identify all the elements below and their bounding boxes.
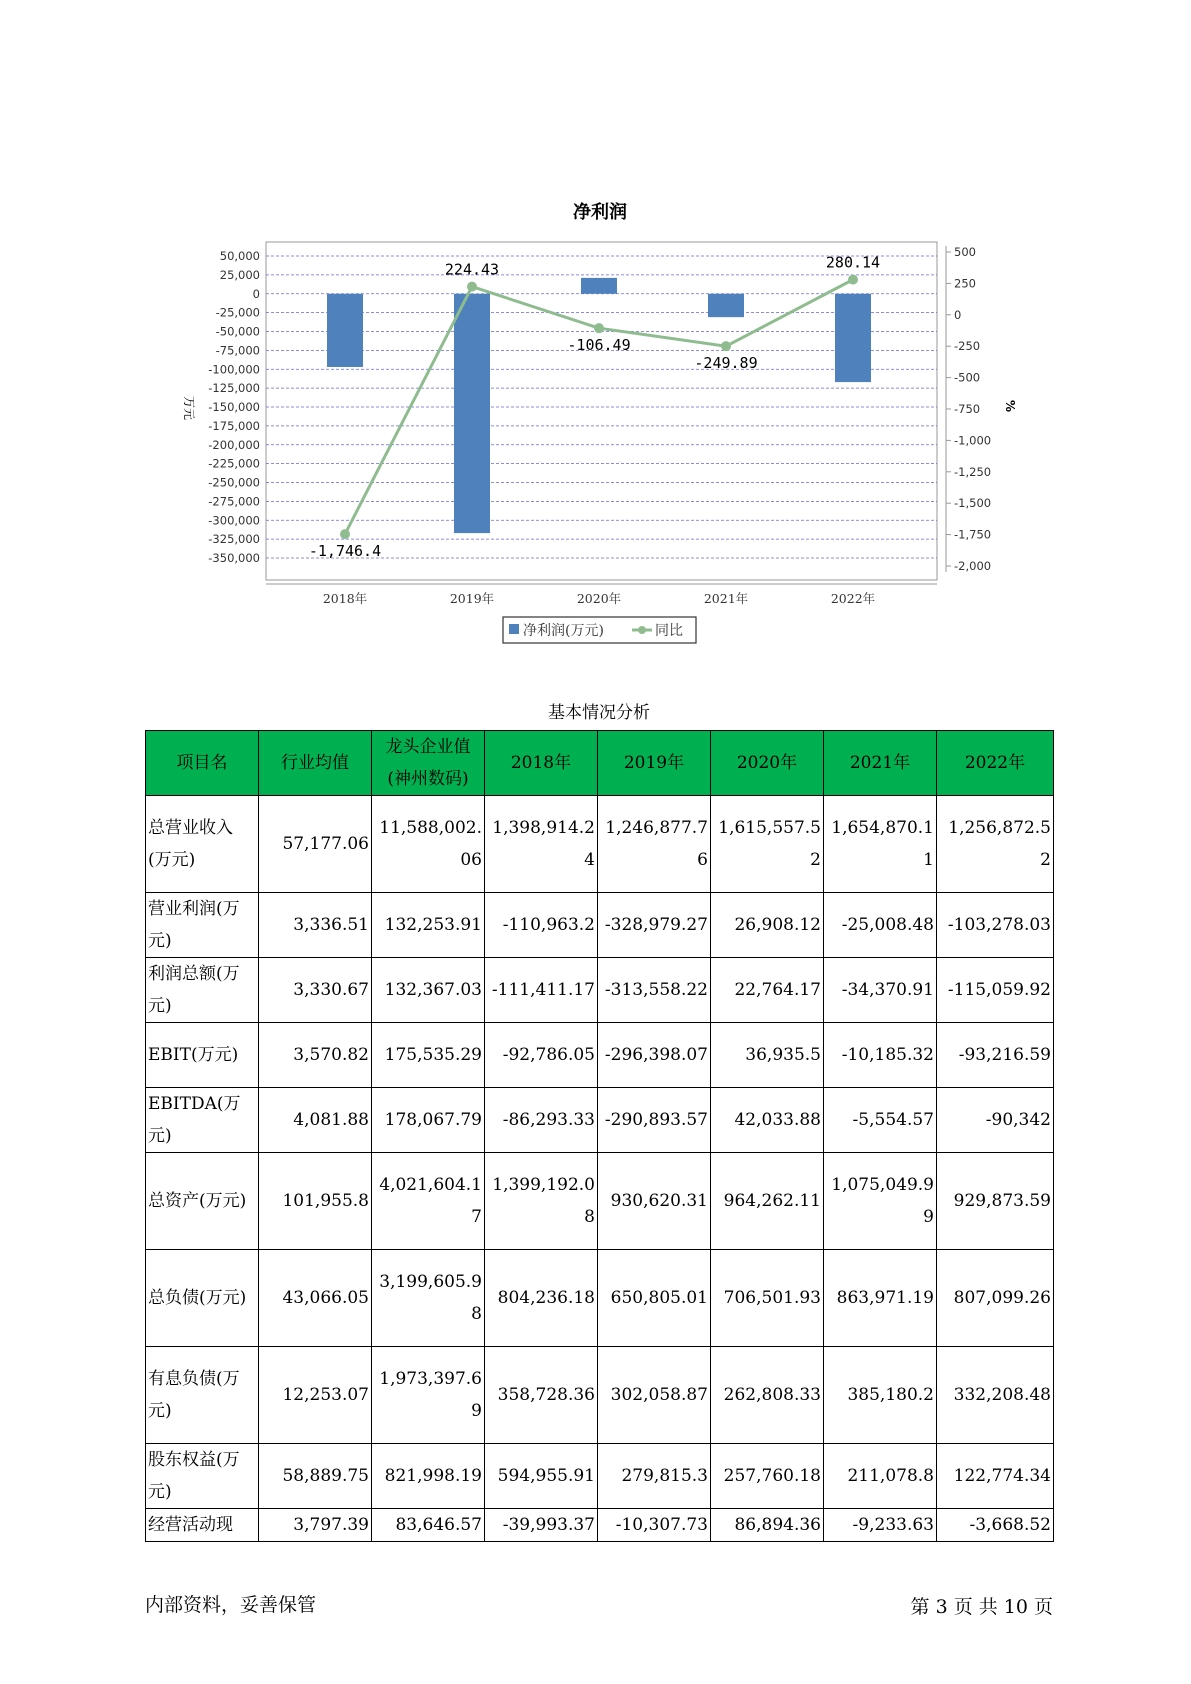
data-cell: -115,059.92	[937, 958, 1054, 1023]
data-cell: 3,797.39	[259, 1509, 372, 1542]
data-cell: 122,774.34	[937, 1444, 1054, 1509]
data-cell: 804,236.18	[485, 1250, 598, 1347]
basic-analysis-table	[145, 730, 1054, 1542]
left-tick-label: 0	[252, 286, 260, 301]
row-label: 经营活动现	[146, 1509, 259, 1542]
data-cell: 332,208.48	[937, 1347, 1054, 1444]
data-cell: -313,558.22	[598, 958, 711, 1023]
right-tick-label: -500	[954, 370, 981, 385]
data-cell: 1,398,914.24	[485, 796, 598, 893]
left-tick-label: -350,000	[208, 551, 260, 565]
left-tick-label: 25,000	[219, 267, 260, 282]
right-tick-label: -750	[954, 402, 981, 416]
data-cell: -103,278.03	[937, 893, 1054, 958]
data-cell: 43,066.05	[259, 1250, 372, 1347]
data-cell: 3,570.82	[259, 1023, 372, 1088]
data-cell: 4,081.88	[259, 1088, 372, 1153]
legend-bar-label: 净利润(万元)	[523, 623, 604, 639]
data-cell: -5,554.57	[824, 1088, 937, 1153]
footer-confidential: 内部资料，妥善保管	[145, 1594, 317, 1616]
data-cell: 26,908.12	[711, 893, 824, 958]
data-cell: -90,342	[937, 1088, 1054, 1153]
yoy-data-label: 224.43	[444, 260, 500, 279]
yoy-data-label: -249.89	[694, 354, 758, 373]
right-tick-label: -2,000	[954, 559, 992, 573]
row-label: 总负债(万元)	[146, 1250, 259, 1347]
data-cell: 3,199,605.98	[372, 1250, 485, 1347]
data-cell: 358,728.36	[485, 1347, 598, 1444]
data-cell: 807,099.26	[937, 1250, 1054, 1347]
yoy-point	[340, 529, 350, 539]
table-row	[146, 958, 1054, 1023]
footer-page-number: 第 3 页 共 10 页	[910, 1596, 1053, 1618]
row-label: 利润总额(万元)	[146, 958, 259, 1023]
x-tick-label: 2022年	[830, 591, 876, 606]
yoy-data-label: 280.14	[825, 253, 881, 272]
data-cell: -34,370.91	[824, 958, 937, 1023]
data-cell: -10,185.32	[824, 1023, 937, 1088]
table-row	[146, 893, 1054, 958]
right-tick-label: -1,250	[954, 464, 992, 479]
table-row	[146, 1153, 1054, 1250]
data-cell: 132,367.03	[372, 958, 485, 1023]
right-tick-label: -250	[954, 339, 981, 354]
data-cell: -296,398.07	[598, 1023, 711, 1088]
data-cell: 594,955.91	[485, 1444, 598, 1509]
left-axis-label: 万元	[182, 395, 196, 421]
data-cell: 4,021,604.17	[372, 1153, 485, 1250]
data-cell: 1,654,870.11	[824, 796, 937, 893]
left-tick-label: -175,000	[208, 418, 260, 433]
data-cell: 929,873.59	[937, 1153, 1054, 1250]
header-cell: 龙头企业值(神州数码)	[372, 731, 485, 796]
yoy-point	[594, 323, 604, 333]
legend-bar-swatch	[509, 624, 519, 634]
left-tick-label: -300,000	[208, 513, 260, 528]
header-cell: 2019年	[598, 731, 711, 796]
data-cell: 1,399,192.08	[485, 1153, 598, 1250]
row-label: 总资产(万元)	[146, 1153, 259, 1250]
data-cell: 12,253.07	[259, 1347, 372, 1444]
bar	[835, 294, 871, 382]
data-cell: 706,501.93	[711, 1250, 824, 1347]
left-tick-label: -75,000	[215, 343, 260, 358]
row-label: 有息负债(万元)	[146, 1347, 259, 1444]
data-cell: 3,336.51	[259, 893, 372, 958]
data-cell: -111,411.17	[485, 958, 598, 1023]
data-cell: 863,971.19	[824, 1250, 937, 1347]
left-tick-label: -100,000	[208, 362, 260, 377]
data-cell: 83,646.57	[372, 1509, 485, 1542]
yoy-data-label: -1,746.4	[308, 542, 382, 561]
x-tick-label: 2021年	[703, 591, 749, 606]
legend-line-marker	[638, 626, 646, 634]
row-label: EBITDA(万元)	[146, 1088, 259, 1153]
yoy-data-label: -106.49	[567, 336, 631, 355]
data-cell: 211,078.8	[824, 1444, 937, 1509]
bar	[454, 294, 490, 533]
table-row	[146, 1250, 1054, 1347]
header-cell: 2018年	[485, 731, 598, 796]
x-tick-label: 2018年	[322, 591, 368, 606]
data-cell: -86,293.33	[485, 1088, 598, 1153]
data-cell: -9,233.63	[824, 1509, 937, 1542]
table-row	[146, 1088, 1054, 1153]
data-cell: 1,075,049.99	[824, 1153, 937, 1250]
left-tick-label: -50,000	[215, 324, 260, 339]
header-cell: 2020年	[711, 731, 824, 796]
data-cell: 385,180.2	[824, 1347, 937, 1444]
right-axis-label: %	[1003, 399, 1017, 413]
data-cell: 930,620.31	[598, 1153, 711, 1250]
data-cell: 36,935.5	[711, 1023, 824, 1088]
data-cell: 178,067.79	[372, 1088, 485, 1153]
row-label: 营业利润(万元)	[146, 893, 259, 958]
data-cell: 22,764.17	[711, 958, 824, 1023]
row-label: 总营业收入(万元)	[146, 796, 259, 893]
data-cell: 650,805.01	[598, 1250, 711, 1347]
data-cell: 964,262.11	[711, 1153, 824, 1250]
data-cell: 57,177.06	[259, 796, 372, 893]
right-tick-label: -1,500	[954, 496, 992, 511]
left-tick-label: -200,000	[208, 437, 260, 452]
data-cell: 262,808.33	[711, 1347, 824, 1444]
data-cell: 132,253.91	[372, 893, 485, 958]
data-cell: 58,889.75	[259, 1444, 372, 1509]
data-cell: 1,973,397.69	[372, 1347, 485, 1444]
right-tick-label: 0	[954, 307, 962, 322]
data-cell: -328,979.27	[598, 893, 711, 958]
right-tick-label: -1,750	[954, 527, 992, 542]
data-cell: -3,668.52	[937, 1509, 1054, 1542]
data-cell: 11,588,002.06	[372, 796, 485, 893]
bar	[581, 278, 617, 294]
header-cell: 行业均值	[259, 731, 372, 796]
chart-title: 净利润	[573, 202, 627, 223]
data-cell: 42,033.88	[711, 1088, 824, 1153]
data-cell: 279,815.3	[598, 1444, 711, 1509]
header-cell: 2022年	[937, 731, 1054, 796]
data-cell: -290,893.57	[598, 1088, 711, 1153]
left-tick-label: 50,000	[219, 249, 260, 263]
data-cell: -25,008.48	[824, 893, 937, 958]
row-label: EBIT(万元)	[146, 1023, 259, 1088]
left-tick-label: -125,000	[208, 381, 260, 396]
table-header-row	[146, 731, 1054, 796]
data-cell: -39,993.37	[485, 1509, 598, 1542]
table-row	[146, 1509, 1054, 1542]
right-tick-label: 500	[954, 245, 976, 259]
bar	[708, 294, 744, 317]
table-row	[146, 796, 1054, 893]
table-row	[146, 1023, 1054, 1088]
left-tick-label: -325,000	[208, 532, 260, 547]
header-cell: 项目名	[146, 731, 259, 796]
data-cell: 3,330.67	[259, 958, 372, 1023]
data-cell: 257,760.18	[711, 1444, 824, 1509]
data-cell: -10,307.73	[598, 1509, 711, 1542]
data-cell: 1,246,877.76	[598, 796, 711, 893]
left-tick-label: -25,000	[215, 305, 260, 320]
left-tick-label: -150,000	[208, 400, 260, 414]
data-cell: 175,535.29	[372, 1023, 485, 1088]
right-tick-label: -1,000	[954, 433, 992, 448]
yoy-point	[721, 341, 731, 351]
row-label: 股东权益(万元)	[146, 1444, 259, 1509]
left-tick-label: -225,000	[208, 456, 260, 471]
legend-line-label: 同比	[655, 623, 683, 639]
data-cell: 302,058.87	[598, 1347, 711, 1444]
data-cell: -110,963.2	[485, 893, 598, 958]
left-tick-label: -250,000	[208, 475, 260, 490]
data-cell: 821,998.19	[372, 1444, 485, 1509]
data-cell: 1,256,872.52	[937, 796, 1054, 893]
table-row	[146, 1347, 1054, 1444]
data-cell: 1,615,557.52	[711, 796, 824, 893]
x-tick-label: 2020年	[576, 591, 622, 606]
x-tick-label: 2019年	[449, 591, 495, 606]
data-cell: 101,955.8	[259, 1153, 372, 1250]
data-cell: -93,216.59	[937, 1023, 1054, 1088]
chart-svg	[0, 0, 1191, 660]
bar	[327, 294, 363, 367]
left-tick-label: -275,000	[208, 494, 260, 509]
data-cell: 86,894.36	[711, 1509, 824, 1542]
yoy-point	[848, 275, 858, 285]
table-row	[146, 1444, 1054, 1509]
net-profit-chart	[0, 0, 1191, 660]
header-cell: 2021年	[824, 731, 937, 796]
yoy-point	[467, 282, 477, 292]
right-tick-label: 250	[954, 276, 976, 291]
data-cell: -92,786.05	[485, 1023, 598, 1088]
table-caption: 基本情况分析	[548, 703, 650, 723]
